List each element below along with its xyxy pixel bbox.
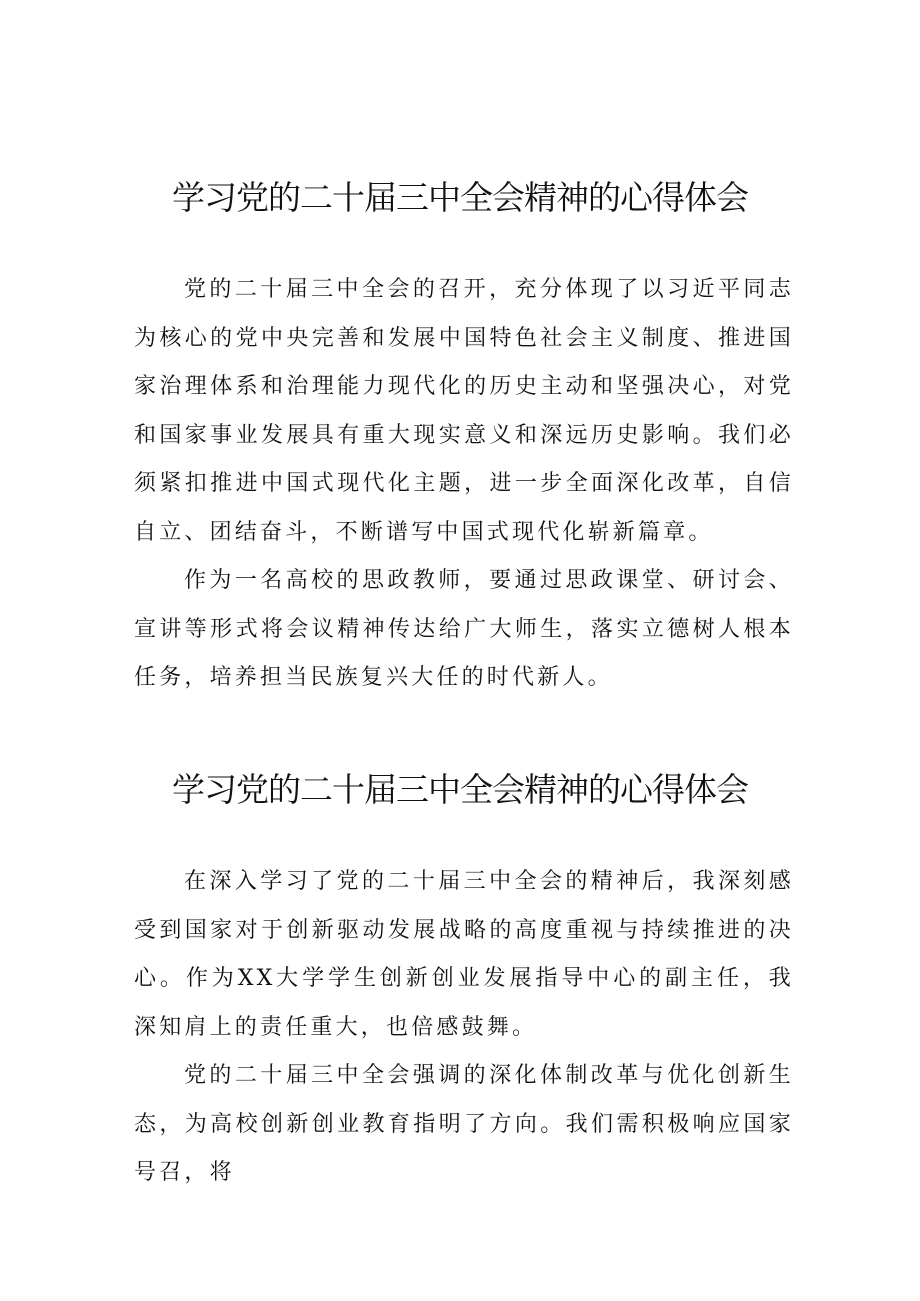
- section-2-paragraph-2: 党的二十届三中全会强调的深化体制改革与优化创新生态，为高校创新创业教育指明了方向。我们需积极响应国家号召，将: [134, 1063, 794, 1185]
- section-2-body: [134, 858, 794, 1198]
- section-2-paragraph-1: 在深入学习了党的二十届三中全会的精神后，我深刻感受到国家对于创新驱动发展战略的高度重视与持续推进的决心。作为XX大学学生创新创业发展指导中心的副主任，我深知肩上的责任重大，也倍感鼓舞。: [134, 869, 794, 1040]
- section-2-title: 学习党的二十届三中全会精神的心得体会: [172, 770, 748, 809]
- section-1-paragraph-1: 党的二十届三中全会的召开，充分体现了以习近平同志为核心的党中央完善和发展中国特色社会主义制度、推进国家治理体系和治理能力现代化的历史主动和坚强决心，对党和国家事业发展具有重大现实意义和深远历史影响。我们必须紧扣推进中国式现代化主题，进一步全面深化改革，自信自立、团结奋斗，不断谱写中国式现代化崭新篇章。: [134, 277, 794, 545]
- section-1-paragraph-2: 作为一名高校的思政教师，要通过思政课堂、研讨会、宣讲等形式将会议精神传达给广大师生，落实立德树人根本任务，培养担当民族复兴大任的时代新人。: [134, 568, 794, 690]
- section-1-title: 学习党的二十届三中全会精神的心得体会: [172, 178, 748, 217]
- section-1-body: [134, 266, 794, 703]
